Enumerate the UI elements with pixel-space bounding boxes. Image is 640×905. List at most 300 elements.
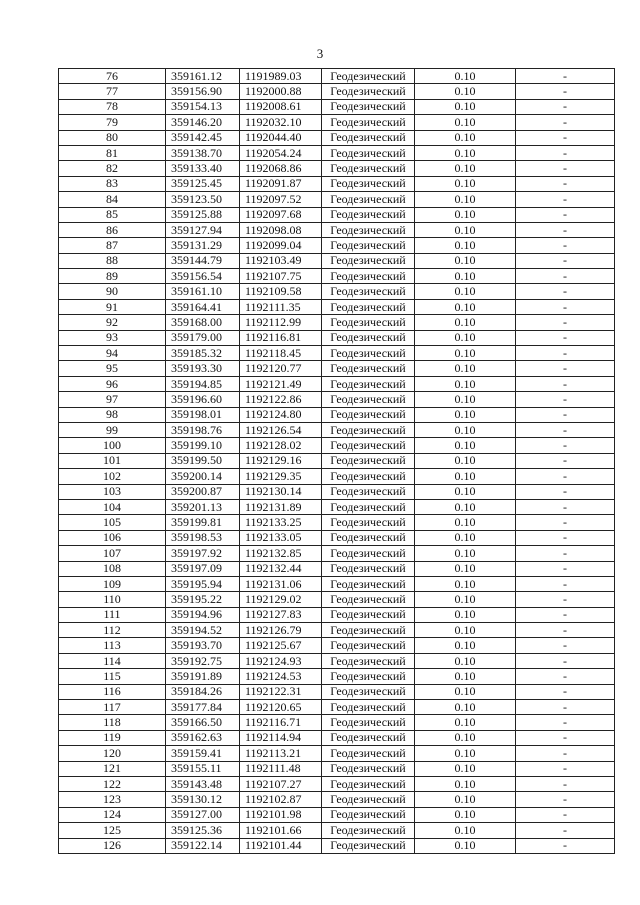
table-row <box>59 469 615 484</box>
method-cell: Геодезический <box>322 392 415 407</box>
x-coordinate-cell: 359192.75 <box>166 653 240 668</box>
description-cell: - <box>516 484 615 499</box>
method-cell: Геодезический <box>322 99 415 114</box>
method-cell: Геодезический <box>322 130 415 145</box>
table-row <box>59 361 615 376</box>
x-coordinate-cell: 359196.60 <box>166 392 240 407</box>
description-cell: - <box>516 207 615 222</box>
description-cell: - <box>516 315 615 330</box>
y-coordinate-cell: 1192129.35 <box>240 469 322 484</box>
accuracy-cell: 0.10 <box>415 315 516 330</box>
table-row <box>59 99 615 114</box>
accuracy-cell: 0.10 <box>415 130 516 145</box>
table-row <box>59 253 615 268</box>
accuracy-cell: 0.10 <box>415 392 516 407</box>
y-coordinate-cell: 1192068.86 <box>240 161 322 176</box>
description-cell: - <box>516 823 615 838</box>
accuracy-cell: 0.10 <box>415 700 516 715</box>
method-cell: Геодезический <box>322 469 415 484</box>
accuracy-cell: 0.10 <box>415 161 516 176</box>
x-coordinate-cell: 359199.50 <box>166 453 240 468</box>
description-cell: - <box>516 192 615 207</box>
accuracy-cell: 0.10 <box>415 653 516 668</box>
point-number-cell: 91 <box>59 299 166 314</box>
table-row <box>59 192 615 207</box>
y-coordinate-cell: 1192097.68 <box>240 207 322 222</box>
point-number-cell: 120 <box>59 746 166 761</box>
method-cell: Геодезический <box>322 530 415 545</box>
y-coordinate-cell: 1192132.85 <box>240 546 322 561</box>
y-coordinate-cell: 1192000.88 <box>240 84 322 99</box>
table-row <box>59 576 615 591</box>
table-row <box>59 792 615 807</box>
accuracy-cell: 0.10 <box>415 269 516 284</box>
x-coordinate-cell: 359191.89 <box>166 669 240 684</box>
accuracy-cell: 0.10 <box>415 84 516 99</box>
accuracy-cell: 0.10 <box>415 145 516 160</box>
x-coordinate-cell: 359159.41 <box>166 746 240 761</box>
method-cell: Геодезический <box>322 299 415 314</box>
point-number-cell: 97 <box>59 392 166 407</box>
method-cell: Геодезический <box>322 730 415 745</box>
x-coordinate-cell: 359156.54 <box>166 269 240 284</box>
point-number-cell: 102 <box>59 469 166 484</box>
description-cell: - <box>516 269 615 284</box>
method-cell: Геодезический <box>322 653 415 668</box>
method-cell: Геодезический <box>322 284 415 299</box>
page-number: 3 <box>316 46 324 61</box>
point-number-cell: 76 <box>59 69 166 84</box>
y-coordinate-cell: 1192099.04 <box>240 238 322 253</box>
point-number-cell: 114 <box>59 653 166 668</box>
y-coordinate-cell: 1192109.58 <box>240 284 322 299</box>
y-coordinate-cell: 1192130.14 <box>240 484 322 499</box>
accuracy-cell: 0.10 <box>415 515 516 530</box>
description-cell: - <box>516 453 615 468</box>
accuracy-cell: 0.10 <box>415 484 516 499</box>
table-row <box>59 623 615 638</box>
method-cell: Геодезический <box>322 407 415 422</box>
accuracy-cell: 0.10 <box>415 623 516 638</box>
table-row <box>59 269 615 284</box>
y-coordinate-cell: 1192124.80 <box>240 407 322 422</box>
x-coordinate-cell: 359123.50 <box>166 192 240 207</box>
point-number-cell: 96 <box>59 376 166 391</box>
accuracy-cell: 0.10 <box>415 715 516 730</box>
description-cell: - <box>516 222 615 237</box>
table-row <box>59 145 615 160</box>
description-cell: - <box>516 361 615 376</box>
table-row <box>59 546 615 561</box>
method-cell: Геодезический <box>322 623 415 638</box>
description-cell: - <box>516 69 615 84</box>
point-number-cell: 111 <box>59 607 166 622</box>
description-cell: - <box>516 499 615 514</box>
x-coordinate-cell: 359200.87 <box>166 484 240 499</box>
point-number-cell: 87 <box>59 238 166 253</box>
point-number-cell: 117 <box>59 700 166 715</box>
method-cell: Геодезический <box>322 315 415 330</box>
accuracy-cell: 0.10 <box>415 746 516 761</box>
x-coordinate-cell: 359198.76 <box>166 422 240 437</box>
y-coordinate-cell: 1192126.54 <box>240 422 322 437</box>
table-row <box>59 715 615 730</box>
x-coordinate-cell: 359185.32 <box>166 346 240 361</box>
point-number-cell: 86 <box>59 222 166 237</box>
method-cell: Геодезический <box>322 422 415 437</box>
y-coordinate-cell: 1192111.48 <box>240 761 322 776</box>
description-cell: - <box>516 84 615 99</box>
method-cell: Геодезический <box>322 792 415 807</box>
x-coordinate-cell: 359201.13 <box>166 499 240 514</box>
x-coordinate-cell: 359155.11 <box>166 761 240 776</box>
description-cell: - <box>516 715 615 730</box>
point-number-cell: 112 <box>59 623 166 638</box>
accuracy-cell: 0.10 <box>415 284 516 299</box>
x-coordinate-cell: 359193.70 <box>166 638 240 653</box>
y-coordinate-cell: 1192127.83 <box>240 607 322 622</box>
description-cell: - <box>516 253 615 268</box>
y-coordinate-cell: 1191989.03 <box>240 69 322 84</box>
point-number-cell: 79 <box>59 115 166 130</box>
point-number-cell: 89 <box>59 269 166 284</box>
table-row <box>59 176 615 191</box>
point-number-cell: 90 <box>59 284 166 299</box>
x-coordinate-cell: 359198.01 <box>166 407 240 422</box>
description-cell: - <box>516 438 615 453</box>
description-cell: - <box>516 561 615 576</box>
accuracy-cell: 0.10 <box>415 761 516 776</box>
accuracy-cell: 0.10 <box>415 115 516 130</box>
y-coordinate-cell: 1192120.77 <box>240 361 322 376</box>
table-row <box>59 653 615 668</box>
method-cell: Геодезический <box>322 546 415 561</box>
table-row <box>59 684 615 699</box>
x-coordinate-cell: 359125.88 <box>166 207 240 222</box>
accuracy-cell: 0.10 <box>415 346 516 361</box>
y-coordinate-cell: 1192125.67 <box>240 638 322 653</box>
accuracy-cell: 0.10 <box>415 69 516 84</box>
method-cell: Геодезический <box>322 638 415 653</box>
accuracy-cell: 0.10 <box>415 823 516 838</box>
accuracy-cell: 0.10 <box>415 207 516 222</box>
point-number-cell: 92 <box>59 315 166 330</box>
description-cell: - <box>516 284 615 299</box>
point-number-cell: 104 <box>59 499 166 514</box>
y-coordinate-cell: 1192101.98 <box>240 807 322 822</box>
y-coordinate-cell: 1192133.25 <box>240 515 322 530</box>
y-coordinate-cell: 1192129.02 <box>240 592 322 607</box>
method-cell: Геодезический <box>322 576 415 591</box>
x-coordinate-cell: 359168.00 <box>166 315 240 330</box>
accuracy-cell: 0.10 <box>415 669 516 684</box>
description-cell: - <box>516 684 615 699</box>
table-row <box>59 592 615 607</box>
x-coordinate-cell: 359156.90 <box>166 84 240 99</box>
table-row <box>59 515 615 530</box>
y-coordinate-cell: 1192097.52 <box>240 192 322 207</box>
accuracy-cell: 0.10 <box>415 838 516 853</box>
method-cell: Геодезический <box>322 669 415 684</box>
point-number-cell: 93 <box>59 330 166 345</box>
description-cell: - <box>516 746 615 761</box>
x-coordinate-cell: 359127.00 <box>166 807 240 822</box>
table-row <box>59 730 615 745</box>
method-cell: Геодезический <box>322 592 415 607</box>
description-cell: - <box>516 607 615 622</box>
x-coordinate-cell: 359199.10 <box>166 438 240 453</box>
x-coordinate-cell: 359146.20 <box>166 115 240 130</box>
table-row <box>59 346 615 361</box>
accuracy-cell: 0.10 <box>415 238 516 253</box>
y-coordinate-cell: 1192107.75 <box>240 269 322 284</box>
x-coordinate-cell: 359133.40 <box>166 161 240 176</box>
x-coordinate-cell: 359127.94 <box>166 222 240 237</box>
accuracy-cell: 0.10 <box>415 192 516 207</box>
y-coordinate-cell: 1192129.16 <box>240 453 322 468</box>
y-coordinate-cell: 1192111.35 <box>240 299 322 314</box>
point-number-cell: 116 <box>59 684 166 699</box>
table-row <box>59 238 615 253</box>
coordinates-table <box>58 68 615 854</box>
description-cell: - <box>516 330 615 345</box>
y-coordinate-cell: 1192126.79 <box>240 623 322 638</box>
x-coordinate-cell: 359161.10 <box>166 284 240 299</box>
table-row <box>59 422 615 437</box>
accuracy-cell: 0.10 <box>415 422 516 437</box>
method-cell: Геодезический <box>322 115 415 130</box>
table-row <box>59 561 615 576</box>
accuracy-cell: 0.10 <box>415 222 516 237</box>
x-coordinate-cell: 359125.36 <box>166 823 240 838</box>
point-number-cell: 123 <box>59 792 166 807</box>
y-coordinate-cell: 1192124.53 <box>240 669 322 684</box>
description-cell: - <box>516 176 615 191</box>
x-coordinate-cell: 359125.45 <box>166 176 240 191</box>
method-cell: Геодезический <box>322 361 415 376</box>
accuracy-cell: 0.10 <box>415 730 516 745</box>
method-cell: Геодезический <box>322 222 415 237</box>
table-row <box>59 69 615 84</box>
y-coordinate-cell: 1192044.40 <box>240 130 322 145</box>
table-row <box>59 115 615 130</box>
coordinates-table-body <box>59 69 615 854</box>
table-row <box>59 330 615 345</box>
point-number-cell: 110 <box>59 592 166 607</box>
point-number-cell: 119 <box>59 730 166 745</box>
point-number-cell: 126 <box>59 838 166 853</box>
description-cell: - <box>516 838 615 853</box>
x-coordinate-cell: 359164.41 <box>166 299 240 314</box>
point-number-cell: 109 <box>59 576 166 591</box>
y-coordinate-cell: 1192131.06 <box>240 576 322 591</box>
y-coordinate-cell: 1192113.21 <box>240 746 322 761</box>
x-coordinate-cell: 359162.63 <box>166 730 240 745</box>
point-number-cell: 121 <box>59 761 166 776</box>
y-coordinate-cell: 1192112.99 <box>240 315 322 330</box>
accuracy-cell: 0.10 <box>415 299 516 314</box>
method-cell: Геодезический <box>322 761 415 776</box>
description-cell: - <box>516 515 615 530</box>
x-coordinate-cell: 359166.50 <box>166 715 240 730</box>
method-cell: Геодезический <box>322 561 415 576</box>
x-coordinate-cell: 359161.12 <box>166 69 240 84</box>
point-number-cell: 98 <box>59 407 166 422</box>
y-coordinate-cell: 1192116.71 <box>240 715 322 730</box>
point-number-cell: 80 <box>59 130 166 145</box>
table-row <box>59 838 615 853</box>
accuracy-cell: 0.10 <box>415 592 516 607</box>
description-cell: - <box>516 807 615 822</box>
point-number-cell: 78 <box>59 99 166 114</box>
x-coordinate-cell: 359198.53 <box>166 530 240 545</box>
point-number-cell: 122 <box>59 776 166 791</box>
y-coordinate-cell: 1192124.93 <box>240 653 322 668</box>
y-coordinate-cell: 1192132.44 <box>240 561 322 576</box>
x-coordinate-cell: 359194.96 <box>166 607 240 622</box>
method-cell: Геодезический <box>322 499 415 514</box>
point-number-cell: 113 <box>59 638 166 653</box>
y-coordinate-cell: 1192008.61 <box>240 99 322 114</box>
description-cell: - <box>516 469 615 484</box>
accuracy-cell: 0.10 <box>415 330 516 345</box>
table-row <box>59 499 615 514</box>
method-cell: Геодезический <box>322 330 415 345</box>
x-coordinate-cell: 359194.52 <box>166 623 240 638</box>
description-cell: - <box>516 792 615 807</box>
method-cell: Геодезический <box>322 838 415 853</box>
method-cell: Геодезический <box>322 776 415 791</box>
table-row <box>59 638 615 653</box>
point-number-cell: 106 <box>59 530 166 545</box>
y-coordinate-cell: 1192118.45 <box>240 346 322 361</box>
method-cell: Геодезический <box>322 700 415 715</box>
x-coordinate-cell: 359131.29 <box>166 238 240 253</box>
description-cell: - <box>516 238 615 253</box>
method-cell: Геодезический <box>322 346 415 361</box>
method-cell: Геодезический <box>322 484 415 499</box>
table-row <box>59 130 615 145</box>
x-coordinate-cell: 359144.79 <box>166 253 240 268</box>
point-number-cell: 108 <box>59 561 166 576</box>
method-cell: Геодезический <box>322 807 415 822</box>
point-number-cell: 77 <box>59 84 166 99</box>
accuracy-cell: 0.10 <box>415 561 516 576</box>
accuracy-cell: 0.10 <box>415 453 516 468</box>
table-row <box>59 453 615 468</box>
y-coordinate-cell: 1192101.66 <box>240 823 322 838</box>
description-cell: - <box>516 669 615 684</box>
description-cell: - <box>516 422 615 437</box>
x-coordinate-cell: 359130.12 <box>166 792 240 807</box>
y-coordinate-cell: 1192102.87 <box>240 792 322 807</box>
table-row <box>59 484 615 499</box>
description-cell: - <box>516 546 615 561</box>
table-row <box>59 607 615 622</box>
point-number-cell: 88 <box>59 253 166 268</box>
description-cell: - <box>516 299 615 314</box>
y-coordinate-cell: 1192101.44 <box>240 838 322 853</box>
point-number-cell: 115 <box>59 669 166 684</box>
table-row <box>59 823 615 838</box>
method-cell: Геодезический <box>322 161 415 176</box>
accuracy-cell: 0.10 <box>415 807 516 822</box>
x-coordinate-cell: 359122.14 <box>166 838 240 853</box>
point-number-cell: 95 <box>59 361 166 376</box>
method-cell: Геодезический <box>322 376 415 391</box>
description-cell: - <box>516 161 615 176</box>
method-cell: Геодезический <box>322 84 415 99</box>
table-row <box>59 746 615 761</box>
point-number-cell: 94 <box>59 346 166 361</box>
x-coordinate-cell: 359193.30 <box>166 361 240 376</box>
method-cell: Геодезический <box>322 145 415 160</box>
table-row <box>59 530 615 545</box>
table-row <box>59 392 615 407</box>
point-number-cell: 125 <box>59 823 166 838</box>
x-coordinate-cell: 359197.09 <box>166 561 240 576</box>
table-row <box>59 700 615 715</box>
method-cell: Геодезический <box>322 746 415 761</box>
point-number-cell: 124 <box>59 807 166 822</box>
x-coordinate-cell: 359177.84 <box>166 700 240 715</box>
description-cell: - <box>516 115 615 130</box>
y-coordinate-cell: 1192122.31 <box>240 684 322 699</box>
table-row <box>59 438 615 453</box>
y-coordinate-cell: 1192032.10 <box>240 115 322 130</box>
accuracy-cell: 0.10 <box>415 99 516 114</box>
y-coordinate-cell: 1192116.81 <box>240 330 322 345</box>
method-cell: Геодезический <box>322 253 415 268</box>
description-cell: - <box>516 130 615 145</box>
x-coordinate-cell: 359179.00 <box>166 330 240 345</box>
method-cell: Геодезический <box>322 515 415 530</box>
y-coordinate-cell: 1192114.94 <box>240 730 322 745</box>
point-number-cell: 100 <box>59 438 166 453</box>
y-coordinate-cell: 1192120.65 <box>240 700 322 715</box>
point-number-cell: 103 <box>59 484 166 499</box>
table-row <box>59 161 615 176</box>
table-row <box>59 776 615 791</box>
accuracy-cell: 0.10 <box>415 407 516 422</box>
accuracy-cell: 0.10 <box>415 469 516 484</box>
description-cell: - <box>516 592 615 607</box>
accuracy-cell: 0.10 <box>415 499 516 514</box>
x-coordinate-cell: 359197.92 <box>166 546 240 561</box>
description-cell: - <box>516 392 615 407</box>
accuracy-cell: 0.10 <box>415 776 516 791</box>
point-number-cell: 107 <box>59 546 166 561</box>
point-number-cell: 105 <box>59 515 166 530</box>
point-number-cell: 85 <box>59 207 166 222</box>
point-number-cell: 82 <box>59 161 166 176</box>
x-coordinate-cell: 359138.70 <box>166 145 240 160</box>
point-number-cell: 81 <box>59 145 166 160</box>
description-cell: - <box>516 623 615 638</box>
x-coordinate-cell: 359143.48 <box>166 776 240 791</box>
y-coordinate-cell: 1192054.24 <box>240 145 322 160</box>
accuracy-cell: 0.10 <box>415 576 516 591</box>
method-cell: Геодезический <box>322 238 415 253</box>
table-row <box>59 207 615 222</box>
method-cell: Геодезический <box>322 69 415 84</box>
description-cell: - <box>516 776 615 791</box>
y-coordinate-cell: 1192091.87 <box>240 176 322 191</box>
method-cell: Геодезический <box>322 715 415 730</box>
description-cell: - <box>516 700 615 715</box>
description-cell: - <box>516 653 615 668</box>
x-coordinate-cell: 359154.13 <box>166 99 240 114</box>
